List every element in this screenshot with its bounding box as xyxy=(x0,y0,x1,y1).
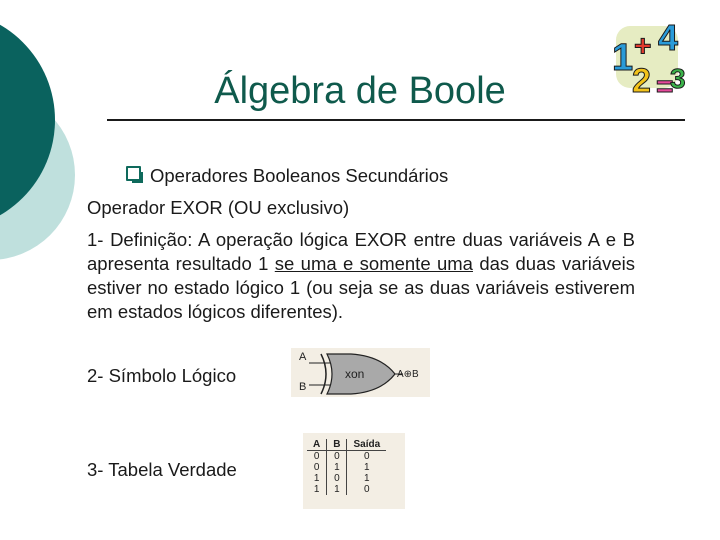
numbers-logo xyxy=(598,8,698,103)
cell-output: 1 xyxy=(364,462,370,473)
gate-input-b: B xyxy=(299,381,307,393)
cell-b: 1 xyxy=(327,462,347,473)
svg-text:4: 4 xyxy=(658,17,679,58)
svg-text:1: 1 xyxy=(612,37,634,79)
gate-input-a: A xyxy=(299,351,307,363)
cell-a: 0 xyxy=(307,462,327,473)
definition-paragraph xyxy=(87,228,635,324)
definition-emphasis: se uma e somente uma xyxy=(274,253,473,274)
checkbox-bullet-icon xyxy=(126,166,141,181)
svg-text:=: = xyxy=(656,70,674,103)
symbol-label: 2- Símbolo Lógico xyxy=(87,365,237,386)
table-row xyxy=(307,451,386,463)
cell-a: 1 xyxy=(307,484,327,495)
cell-output: 0 xyxy=(364,484,370,495)
svg-text:2: 2 xyxy=(632,62,651,100)
cell-b: 1 xyxy=(327,484,347,495)
gate-output: A⊕B xyxy=(397,369,419,380)
cell-b: 0 xyxy=(327,451,347,463)
table-row xyxy=(307,473,386,484)
section-subtitle: Operadores Booleanos Secundários xyxy=(150,165,449,186)
cell-output: 1 xyxy=(364,473,370,484)
operator-line: Operador EXOR (OU exclusivo) xyxy=(87,197,350,218)
table-row xyxy=(307,462,386,473)
cell-a: 1 xyxy=(307,473,327,484)
truth-table xyxy=(307,439,386,495)
truth-table-header xyxy=(307,439,386,451)
definition-text-1: 1- Definição: A operação lógica EXOR entre duas variáveis A e B apresenta resultado 1 xyxy=(87,229,635,274)
header-output: Saída xyxy=(347,439,386,451)
definition-text-2: das duas variáveis estiver no estado lógico 1 (ou seja se as duas variáveis estiverem em estados lógicos diferentes). xyxy=(87,253,635,322)
cell-a: 0 xyxy=(307,451,327,463)
svg-text:+: + xyxy=(634,30,652,63)
title-divider xyxy=(107,119,685,121)
truth-table-label: 3- Tabela Verdade xyxy=(87,459,237,480)
cell-output: 0 xyxy=(364,451,370,462)
gate-name: xon xyxy=(345,367,365,381)
table-row xyxy=(307,484,386,495)
svg-text:3: 3 xyxy=(670,63,686,94)
xor-gate-symbol xyxy=(291,348,430,397)
header-a: A xyxy=(307,439,327,451)
slide-title: Álgebra de Boole xyxy=(214,70,506,112)
truth-table-image xyxy=(303,433,405,509)
cell-b: 0 xyxy=(327,473,347,484)
header-b: B xyxy=(327,439,347,451)
decorative-circles xyxy=(0,0,80,300)
